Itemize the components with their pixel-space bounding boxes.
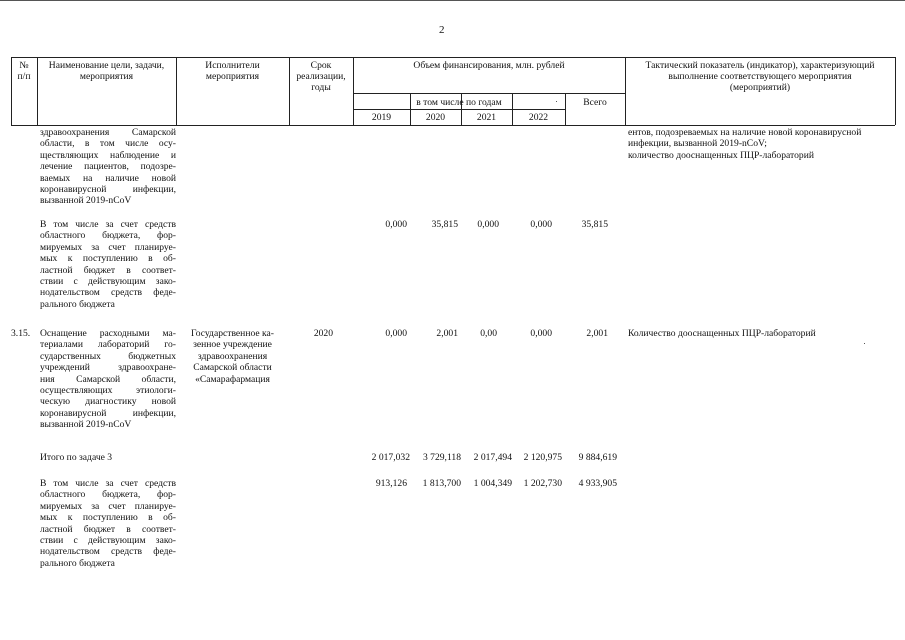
years-group-line bbox=[353, 93, 625, 94]
header-num: № п/п bbox=[17, 60, 31, 82]
header-year-2019: 2019 bbox=[371, 112, 392, 123]
row-315-2022: 0,000 bbox=[530, 328, 552, 339]
row-regional-1-2021: 0,000 bbox=[477, 219, 499, 230]
row-315-num: 3.15. bbox=[11, 328, 31, 339]
header-total: Всего bbox=[583, 97, 607, 108]
row-total-2021: 2 017,494 bbox=[473, 452, 512, 463]
row-regional-2-2021: 1 004,349 bbox=[473, 478, 512, 489]
row-regional-2-total: 4 933,905 bbox=[578, 478, 617, 489]
header-year-2021: 2021 bbox=[476, 112, 497, 123]
row-315-2019: 0,000 bbox=[385, 328, 407, 339]
row-cont-indicator: ентов, подозреваемых на наличие новой коронавирусной инфекции, вызванной 2019-nCoV; количество дооснащенных ПЦР-лабораторий bbox=[628, 127, 862, 161]
row-315-total: 2,001 bbox=[586, 328, 608, 339]
header-executors: Исполнители мероприятия bbox=[205, 60, 260, 82]
scan-speck bbox=[864, 343, 865, 344]
row-cont-name: здравоохранения Самарской области, в том числе осу- ществляющих наблюдение и лечение пациентов, подозре- ваемых на наличие новой коронавирусной инфекции, вызванной 2019-nCoV bbox=[40, 127, 176, 207]
header-year-2020: 2020 bbox=[425, 112, 446, 123]
row-total-2020: 3 729,118 bbox=[422, 452, 461, 463]
row-regional-2-name: В том числе за счет средств областного бюджета, фор- мируемых за счет планируе- мых к поступлению в об- ластной бюджет в соответ- ствии с действующим зако- нодательством средств феде- рального бюджета bbox=[40, 478, 176, 569]
page-top-border bbox=[0, 0, 905, 1]
row-regional-1-2022: 0,000 bbox=[530, 219, 552, 230]
header-term: Срок реализации, годы bbox=[296, 60, 346, 93]
row-total-2022: 2 120,975 bbox=[523, 452, 562, 463]
row-regional-1-name: В том числе за счет средств областного бюджета, фор- мируемых за счет планируе- мых к поступлению в об- ластной бюджет в соответ- ствии с действующим зако- нодательством средств феде- рального бюджета bbox=[40, 219, 176, 310]
scan-speck bbox=[556, 101, 557, 102]
row-total-name: Итого по задаче 3 bbox=[40, 452, 113, 463]
row-315-indicator: Количество дооснащенных ПЦР-лабораторий bbox=[628, 328, 816, 339]
row-315-executor: Государственное ка- зенное учреждение здравоохранения Самарской области «Самарафармация bbox=[191, 328, 274, 385]
row-regional-2-2020: 1 813,700 bbox=[422, 478, 461, 489]
row-regional-2-2019: 913,126 bbox=[375, 478, 407, 489]
col-border bbox=[895, 57, 896, 125]
table-header-bottom-line bbox=[11, 125, 895, 126]
row-regional-1-total: 35,815 bbox=[581, 219, 608, 230]
header-name: Наименование цели, задачи, мероприятия bbox=[48, 60, 165, 82]
years-row-line bbox=[353, 109, 565, 110]
row-regional-1-2020: 35,815 bbox=[431, 219, 458, 230]
header-indicator: Тактический показатель (индикатор), характеризующий выполнение соответствующего мероприятия (мероприятий) bbox=[645, 60, 875, 93]
header-year-2022: 2022 bbox=[528, 112, 549, 123]
row-regional-1-2019: 0,000 bbox=[385, 219, 407, 230]
header-by-years: в том числе по годам bbox=[416, 97, 502, 108]
row-total-total: 9 884,619 bbox=[578, 452, 617, 463]
row-315-term: 2020 bbox=[313, 328, 333, 339]
row-315-2021: 0,00 bbox=[480, 328, 497, 339]
page-number: 2 bbox=[439, 24, 445, 36]
table-top-line bbox=[11, 57, 895, 58]
row-315-2020: 2,001 bbox=[436, 328, 458, 339]
row-regional-2-2022: 1 202,730 bbox=[523, 478, 562, 489]
row-total-2019: 2 017,032 bbox=[371, 452, 410, 463]
row-315-name: Оснащение расходными ма- териалами лабораторий го- сударственных бюджетных учреждений здравоохране- ния Самарской области, осуществляющих этиологи- ческую диагностику новой коронавирусной инфекции, вызванной 2019-nCoV bbox=[40, 328, 176, 431]
header-financing: Объем финансирования, млн. рублей bbox=[413, 60, 565, 71]
